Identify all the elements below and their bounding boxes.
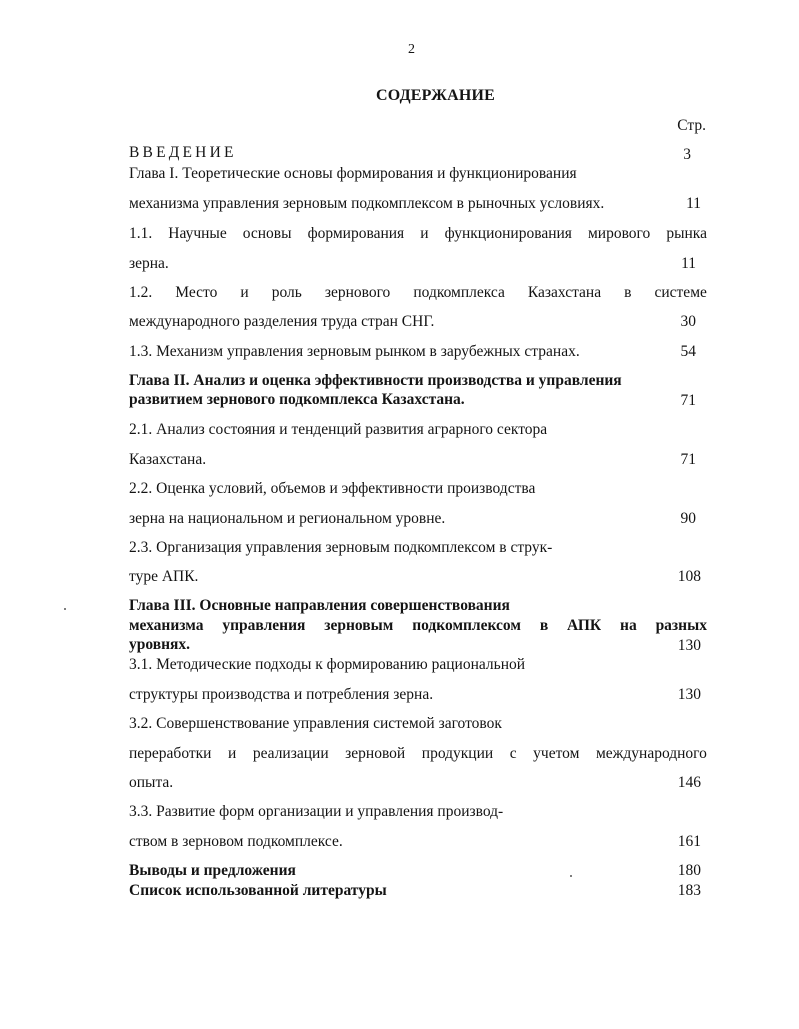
section-3-1-line-1: 3.1. Методические подходы к формированию рациональной <box>129 656 526 673</box>
page-title: СОДЕРЖАНИЕ <box>376 87 496 104</box>
chapter-1-line-2: механизма управления зерновым подкомплексом в рыночных условиях. <box>129 195 605 212</box>
word: в <box>624 284 632 301</box>
word: разных <box>655 617 707 634</box>
page-column-header: Стр. <box>677 117 706 134</box>
word: на <box>620 617 637 634</box>
word: 1.1. <box>129 225 153 242</box>
section-3-1-line-2: структуры производства и потребления зерна. <box>129 686 434 703</box>
section-3-3-line-1: 3.3. Развитие форм организации и управления производ- <box>129 803 504 820</box>
word: формирования <box>307 225 405 242</box>
intro-label: ВВЕДЕНИЕ <box>129 144 237 161</box>
word: 1.2. <box>129 284 153 301</box>
page-number: 2 <box>408 42 415 57</box>
section-3-3-line-2: ством в зерновом подкомплексе. <box>129 833 343 850</box>
scan-speck <box>570 875 572 877</box>
section-1-1-line-1 <box>129 225 707 243</box>
section-1-2-page: 30 <box>680 313 696 330</box>
references-label: Список использованной литературы <box>129 882 387 899</box>
section-1-1-line-2: зерна. <box>129 255 169 272</box>
conclusions-page: 180 <box>677 862 701 879</box>
word: зернового <box>324 284 391 301</box>
chapter-3-line-1: Глава III. Основные направления совершенствования <box>129 597 510 614</box>
word: зерновым <box>324 617 394 634</box>
word: международного <box>595 745 707 762</box>
word: Научные <box>168 225 227 242</box>
chapter-2-line-1: Глава II. Анализ и оценка эффективности производства и управления <box>129 372 622 389</box>
section-2-1-line-2: Казахстана. <box>129 451 207 468</box>
section-3-1-page: 130 <box>677 686 701 703</box>
word: учетом <box>533 745 580 762</box>
conclusions-label: Выводы и предложения <box>129 862 296 879</box>
word: переработки <box>129 745 212 762</box>
section-3-3-page: 161 <box>677 833 701 850</box>
word: функционирования <box>444 225 572 242</box>
section-3-2-page: 146 <box>677 774 701 791</box>
word: подкомплексом <box>412 617 521 634</box>
chapter-3-page: 130 <box>677 637 701 654</box>
section-2-2-line-2: зерна на национальном и региональном уровне. <box>129 510 446 527</box>
word: Место <box>175 284 218 301</box>
section-1-3-page: 54 <box>680 343 696 360</box>
intro-page: 3 <box>683 146 691 163</box>
word: и <box>240 284 249 301</box>
word: подкомплекса <box>413 284 505 301</box>
word: с <box>509 745 517 762</box>
word: в <box>539 617 549 634</box>
section-1-3-line-1: 1.3. Механизм управления зерновым рынком в зарубежных странах. <box>129 343 580 360</box>
chapter-3-line-2 <box>129 617 707 635</box>
section-1-2-line-1 <box>129 284 707 302</box>
section-1-1-page: 11 <box>681 255 696 272</box>
section-3-2-line-1: 3.2. Совершенствование управления системой заготовок <box>129 715 502 732</box>
word: рынка <box>666 225 707 242</box>
word: зерновой <box>345 745 406 762</box>
word: и <box>420 225 429 242</box>
chapter-3-line-3: уровнях. <box>129 636 191 653</box>
word: роль <box>271 284 302 301</box>
section-3-2-line-3: опыта. <box>129 774 174 791</box>
references-page: 183 <box>677 882 701 899</box>
section-2-3-line-1: 2.3. Организация управления зерновым подкомплексом в струк- <box>129 539 553 556</box>
section-2-3-line-2: туре АПК. <box>129 568 199 585</box>
section-3-2-line-2 <box>129 745 707 763</box>
word: Казахстана <box>527 284 602 301</box>
word: основы <box>242 225 292 242</box>
word: продукции <box>421 745 494 762</box>
word: управления <box>222 617 306 634</box>
section-2-3-page: 108 <box>677 568 701 585</box>
section-1-2-line-2: международного разделения труда стран СНГ. <box>129 313 435 330</box>
section-2-2-line-1: 2.2. Оценка условий, объемов и эффективности производства <box>129 480 536 497</box>
chapter-2-page: 71 <box>680 392 696 409</box>
chapter-1-line-1: Глава I. Теоретические основы формирования и функционирования <box>129 165 577 182</box>
word: АПК <box>567 617 602 634</box>
word: мирового <box>587 225 651 242</box>
word: реализации <box>252 745 329 762</box>
chapter-1-page: 11 <box>686 195 701 212</box>
word: механизма <box>129 617 204 634</box>
word: системе <box>654 284 707 301</box>
word: и <box>228 745 237 762</box>
chapter-2-line-2: развитием зернового подкомплекса Казахстана. <box>129 391 465 408</box>
section-2-2-page: 90 <box>680 510 696 527</box>
section-2-1-line-1: 2.1. Анализ состояния и тенденций развития аграрного сектора <box>129 421 548 438</box>
section-2-1-page: 71 <box>680 451 696 468</box>
scan-speck <box>64 608 66 610</box>
